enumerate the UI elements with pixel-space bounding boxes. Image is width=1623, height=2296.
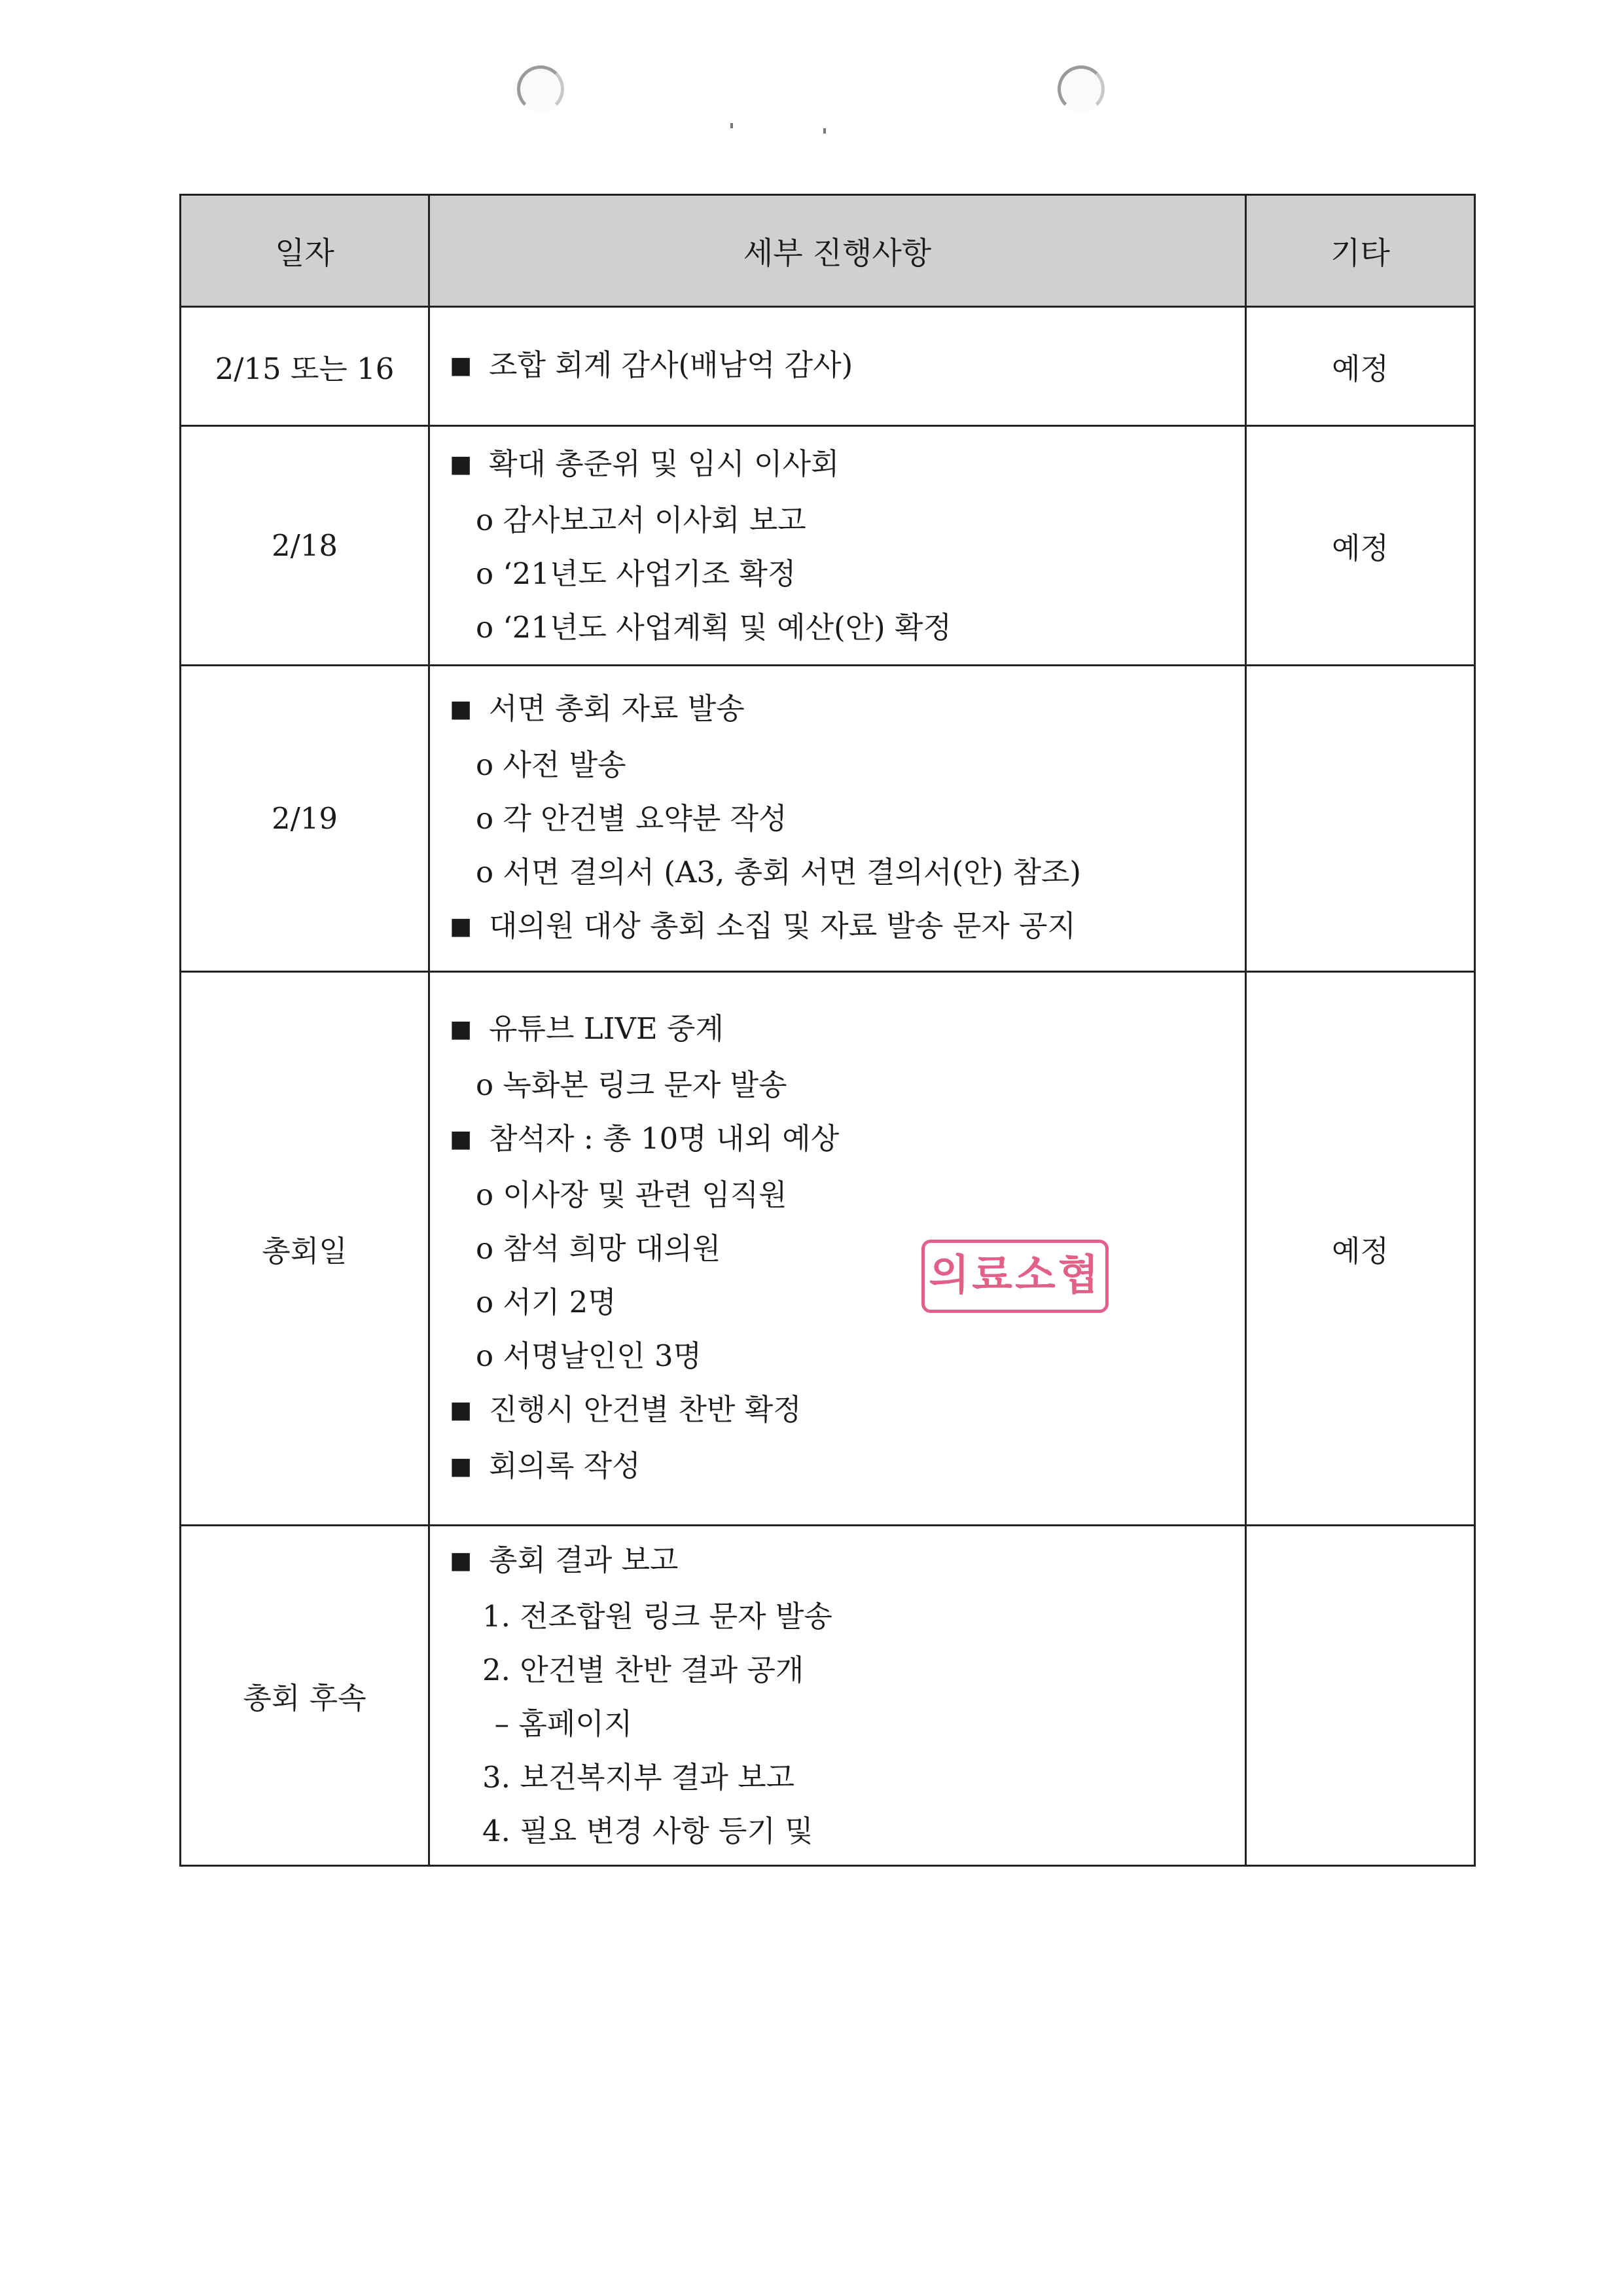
header-detail: 세부 진행사항 [429,195,1246,307]
square-bullet-icon: ■ [450,1396,473,1424]
square-bullet-icon: ■ [450,1547,473,1574]
bullet-item [450,899,1245,956]
scan-speck [730,123,733,128]
row-date: 총회 후속 [181,1526,429,1866]
item-text: 1. 전조합원 링크 문자 발송 [482,1598,832,1634]
sub-item [450,846,1245,899]
item-text: o 녹화본 링크 문자 발송 [476,1067,787,1102]
square-bullet-icon: ■ [450,912,473,940]
bullet-item [450,338,1245,395]
item-text: – 홈페이지 [476,1706,633,1741]
item-text: o 서명날인인 3명 [476,1338,702,1373]
item-text: o 서면 결의서 (A3, 총회 서면 결의서(안) 참조) [476,854,1081,889]
schedule-row [181,307,1475,426]
sub-item [450,1329,1245,1383]
punch-hole-right [1058,65,1105,113]
row-detail [429,972,1246,1526]
square-bullet-icon: ■ [450,450,473,478]
scan-speck [823,128,826,134]
header-row [181,195,1475,307]
row-detail [429,307,1246,426]
schedule-table [179,194,1476,1867]
item-text: 참석자 : 총 10명 내외 예상 [489,1121,840,1156]
item-text: 2. 안건별 찬반 결과 공개 [482,1652,804,1687]
row-date: 2/19 [181,666,429,972]
item-text: 조합 회계 감사(배남억 감사) [489,347,853,382]
sub-item [450,1697,1245,1751]
item-text: o ‘21년도 사업계획 및 예산(안) 확정 [476,609,952,645]
schedule-row [181,1526,1475,1866]
schedule-row [181,426,1475,666]
row-date: 총회일 [181,972,429,1526]
sub-item [450,1751,1245,1804]
square-bullet-icon: ■ [450,695,473,723]
sub-item [450,738,1245,792]
item-text: o 감사보고서 이사회 보고 [476,502,806,537]
row-date: 2/18 [181,426,429,666]
row-note [1246,666,1475,972]
sub-item [450,1222,1245,1276]
punch-hole-left [517,65,564,113]
row-date: 2/15 또는 16 [181,307,429,426]
row-detail [429,1526,1246,1866]
square-bullet-icon: ■ [450,1015,473,1043]
header-note: 기타 [1246,195,1475,307]
sub-item [450,1590,1245,1643]
bullet-item [450,1002,1245,1058]
item-text: o 이사장 및 관련 임직원 [476,1177,787,1212]
row-detail [429,426,1246,666]
item-text: 서면 총회 자료 발송 [489,691,745,726]
item-text: 유튜브 LIVE 중계 [489,1011,724,1046]
sub-item [450,1058,1245,1112]
bullet-item [450,1439,1245,1496]
square-bullet-icon: ■ [450,1125,473,1153]
sub-item [450,493,1245,547]
header-date: 일자 [181,195,429,307]
item-text: 확대 총준위 및 임시 이사회 [489,446,840,481]
square-bullet-icon: ■ [450,1452,473,1480]
item-text: o ‘21년도 사업기조 확정 [476,556,796,591]
row-detail [429,666,1246,972]
bullet-item [450,1383,1245,1439]
sub-item [450,1643,1245,1697]
bullet-item [450,1534,1245,1590]
seal-stamp: 의료소협 [921,1240,1109,1313]
item-text: 4. 필요 변경 사항 등기 및 [482,1813,813,1848]
item-text: 대의원 대상 총회 소집 및 자료 발송 문자 공지 [489,908,1076,943]
sub-item [450,547,1245,601]
schedule-row [181,666,1475,972]
row-note: 예정 [1246,426,1475,666]
bullet-item [450,682,1245,738]
bullet-item [450,1112,1245,1168]
item-text: 총회 결과 보고 [489,1542,679,1577]
item-text: o 서기 2명 [476,1284,616,1319]
square-bullet-icon: ■ [450,351,473,379]
row-note: 예정 [1246,307,1475,426]
schedule-row [181,972,1475,1526]
item-text: 진행시 안건별 찬반 확정 [489,1391,802,1427]
sub-item [450,1276,1245,1329]
item-text: o 사전 발송 [476,747,626,782]
row-note: 예정 [1246,972,1475,1526]
item-text: 3. 보건복지부 결과 보고 [482,1759,795,1795]
bullet-item [450,437,1245,493]
item-text: o 각 안건별 요약분 작성 [476,800,787,836]
sub-item [450,1168,1245,1222]
sub-item [450,1804,1245,1858]
item-text: 회의록 작성 [489,1448,641,1483]
sub-item [450,601,1245,655]
sub-item [450,792,1245,846]
row-note [1246,1526,1475,1866]
item-text: o 참석 희망 대의원 [476,1230,721,1266]
